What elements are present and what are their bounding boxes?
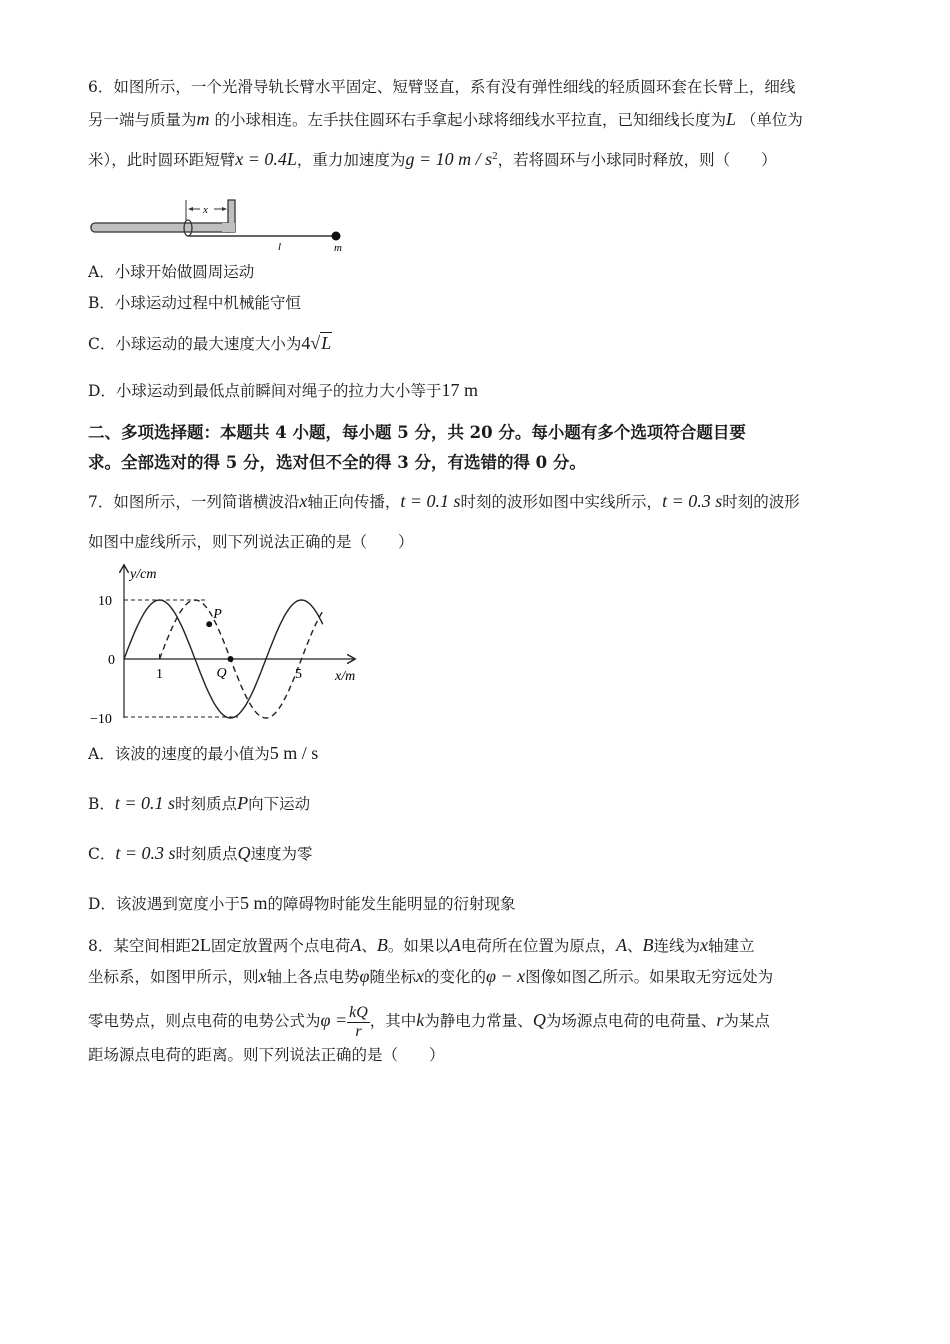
point-P-label: P xyxy=(213,607,222,623)
q6-x-equation: x = 0.4 xyxy=(235,149,287,170)
section-2-heading xyxy=(88,418,848,478)
option-math: 4 xyxy=(301,333,311,353)
sqrt-radicand: L xyxy=(321,333,332,353)
option-math: 17 m xyxy=(441,380,478,400)
q7-time-1: t = 0.1 s xyxy=(400,491,461,511)
q7-option-c xyxy=(88,842,313,864)
q7-time-2: t = 0.3 s xyxy=(662,491,723,511)
y-axis-label: y/cm xyxy=(130,567,157,582)
option-text: 向下运动 xyxy=(248,795,311,813)
q8-text: 为某点 xyxy=(723,1012,770,1030)
q8-text: 连线为 xyxy=(653,937,700,955)
q6-text: 的小球相连。左手扶住圆环右手拿起小球将细线水平拉直，已知细线长度为 xyxy=(214,111,726,129)
q7-line-2: 如图中虚线所示，则下列说法正确的是（ ） xyxy=(88,533,414,551)
q6-option-c xyxy=(88,332,332,354)
q6-text: 米），此时圆环距短臂 xyxy=(88,151,236,170)
m-label: m xyxy=(334,242,342,254)
option-text: D．小球运动到最低点前瞬间对绳子的拉力大小等于 xyxy=(88,382,442,400)
section-2-line-2: 求。全部选对的得 5 分，选对但不全的得 3 分，有选错的得 0 分。 xyxy=(88,453,586,472)
y-tick-neg10: −10 xyxy=(90,712,112,727)
section-2-line-1: 二、多项选择题：本题共 4 小题，每小题 5 分，共 20 分。每小题有多个选项符合题目要 xyxy=(88,423,746,442)
question-8 xyxy=(88,930,868,1070)
q8-text: ，其中 xyxy=(369,1012,417,1030)
question-7 xyxy=(88,486,868,557)
question-6 xyxy=(88,72,868,175)
option-text: C． xyxy=(88,845,116,863)
ball xyxy=(332,232,341,241)
option-text: D．该波遇到宽度小于 xyxy=(88,895,240,913)
q7-option-b xyxy=(88,792,310,814)
y-tick-0: 0 xyxy=(108,653,115,668)
q8-x-symbol: x xyxy=(416,966,425,986)
q8-distance: 2L xyxy=(190,935,211,955)
q6-text: （单位为 xyxy=(740,111,803,129)
q8-text: 8．某空间相距 xyxy=(88,937,191,955)
q8-r-symbol: r xyxy=(716,1010,724,1030)
option-text: 时刻质点 xyxy=(175,845,238,863)
point-Q-label: Q xyxy=(216,666,227,681)
q6-line-2 xyxy=(88,104,868,135)
q6-text: 另一端与质量为 xyxy=(88,111,197,129)
option-text: 速度为零 xyxy=(250,845,313,863)
q8-line-2 xyxy=(88,961,868,992)
q6-option-d xyxy=(88,379,478,401)
q8-text: 坐标系，如图甲所示，则 xyxy=(88,968,259,986)
q8-x-symbol: x xyxy=(258,966,267,986)
option-math: 5 m / s xyxy=(269,743,319,763)
q8-charge-A: A xyxy=(449,935,461,955)
q7-x-symbol: x xyxy=(299,491,308,511)
option-math: Q xyxy=(237,843,251,863)
q8-x-symbol: x xyxy=(699,935,708,955)
q7-text: 轴正向传播， xyxy=(307,493,401,511)
q8-fraction xyxy=(347,1004,370,1041)
wave-chart xyxy=(88,560,378,730)
q8-phi-symbol: φ xyxy=(359,966,370,986)
q6-figure xyxy=(88,196,358,254)
q6-length-symbol: L xyxy=(286,149,297,170)
fraction-numerator: kQ xyxy=(349,1003,368,1021)
q8-line-1: 8．某空间相距2L固定放置两个点电荷A、B。如果以A电荷所在位置为原点，A、B连线为x轴建立 xyxy=(88,935,755,955)
q8-charge-A: A xyxy=(350,935,362,955)
q7-text: 7．如图所示，一列简谐横波沿 xyxy=(88,493,300,511)
q7-option-d xyxy=(88,892,515,914)
arrow-head-right xyxy=(222,207,227,211)
q8-text: 电荷所在位置为原点， xyxy=(460,937,616,955)
rail-long-arm xyxy=(91,223,233,232)
q6-g-exponent: 2 xyxy=(492,150,498,162)
option-text: C．小球运动的最大速度大小为 xyxy=(88,335,302,353)
y-tick-10: 10 xyxy=(98,594,112,609)
x-tick-5: 5 xyxy=(295,667,302,682)
q6-g-equation: g = 10 m / s xyxy=(405,149,493,170)
q7-line-1 xyxy=(88,486,868,517)
q6-option-a: A．小球开始做圆周运动 xyxy=(88,263,255,281)
q8-text: 随坐标 xyxy=(369,968,417,986)
q6-option-b: B．小球运动过程中机械能守恒 xyxy=(88,294,301,312)
q8-text: 轴上各点电势 xyxy=(266,968,360,986)
option-math: 5 m xyxy=(239,893,268,913)
arrow-head-left xyxy=(188,207,193,211)
q8-text: 。如果以 xyxy=(387,937,450,955)
q8-Q-symbol: Q xyxy=(532,1010,546,1030)
point-Q xyxy=(228,656,234,662)
q8-line-3 xyxy=(88,1000,868,1040)
q6-text: ，重力加速度为 xyxy=(296,151,406,170)
option-math: P xyxy=(237,793,249,813)
q7-text: 时刻的波形 xyxy=(722,493,800,511)
q6-mass-symbol: m xyxy=(196,109,210,129)
l-label: l xyxy=(278,241,282,253)
option-text: A．该波的速度的最小值为 xyxy=(88,745,270,763)
q6-line-1: 6．如图所示，一个光滑导轨长臂水平固定、短臂竖直，系有没有弹性细线的轻质圆环套在长臂上，细线 xyxy=(88,78,796,96)
option-math: t = 0.1 s xyxy=(114,793,176,813)
x-tick-1: 1 xyxy=(156,667,163,682)
rail-joint xyxy=(222,223,235,232)
x-label: x xyxy=(203,204,208,216)
q8-text: 轴建立 xyxy=(707,937,755,955)
option-math: t = 0.3 s xyxy=(115,843,176,863)
q7-option-a xyxy=(88,742,318,764)
q8-text: 为静电力常量、 xyxy=(424,1012,533,1030)
q8-charge-A: A xyxy=(615,935,627,955)
q8-line-4: 距场源点电荷的距离。则下列说法正确的是（ ） xyxy=(88,1046,445,1064)
q8-text: 为场源点电荷的电荷量、 xyxy=(545,1012,717,1030)
x-axis-label: x/m xyxy=(335,669,356,684)
q6-length-symbol: L xyxy=(725,109,736,129)
q8-phi-x: φ − x xyxy=(486,966,526,986)
q8-charge-B: B xyxy=(642,935,654,955)
q6-text: ，若将圆环与小球同时释放，则（ ） xyxy=(497,151,777,170)
sqrt-icon: √ xyxy=(310,333,321,353)
option-text: B． xyxy=(88,795,115,813)
option-text: 的障碍物时能发生能明显的衍射现象 xyxy=(267,895,516,913)
q8-charge-B: B xyxy=(376,935,388,955)
point-P xyxy=(206,621,212,627)
q8-k-symbol: k xyxy=(416,1010,425,1030)
q8-text: 零电势点，则点电荷的电势公式为 xyxy=(88,1012,321,1030)
q8-text: 的变化的 xyxy=(424,968,487,986)
q8-text: 固定放置两个点电荷 xyxy=(210,937,351,955)
q8-text: 图像如图乙所示。如果取无穷远处为 xyxy=(525,968,774,986)
q7-text: 时刻的波形如图中实线所示， xyxy=(460,493,663,511)
q8-formula-lhs: φ = xyxy=(320,1010,348,1030)
q6-line-3 xyxy=(88,141,868,175)
option-text: 时刻质点 xyxy=(175,795,238,813)
fraction-denominator: r xyxy=(355,1022,362,1040)
